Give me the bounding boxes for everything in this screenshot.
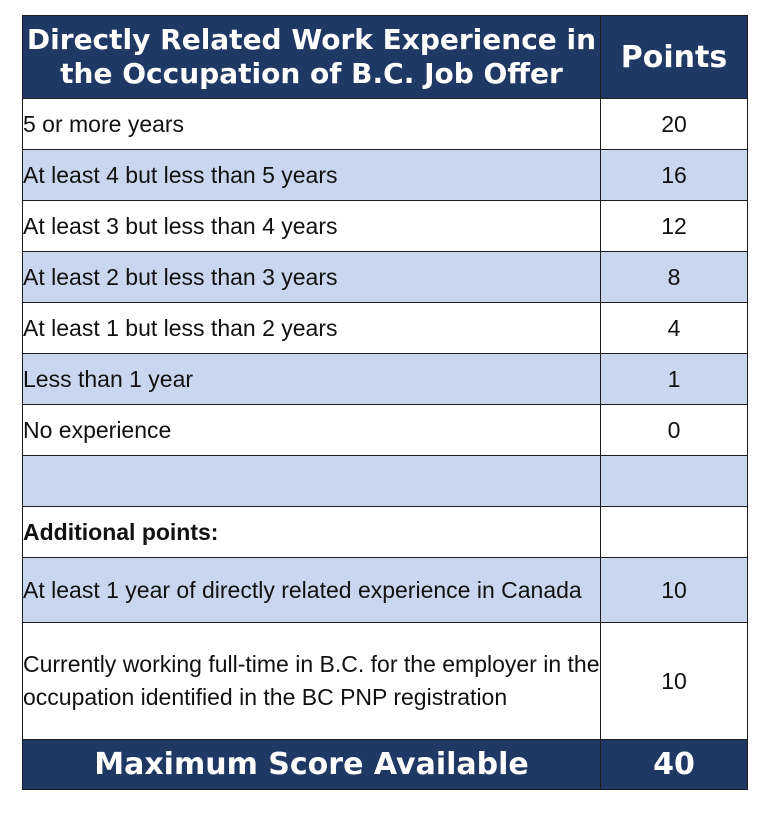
table-row [23,303,748,354]
table-footer-row [23,740,748,790]
points-column-header: Points [601,16,748,99]
row-points [601,456,748,507]
table-row [23,354,748,405]
table-row [23,405,748,456]
row-label: Currently working full-time in B.C. for the employer in the occupation identified in the BC PNP registration [23,623,601,740]
row-label: No experience [23,405,601,456]
row-points: 12 [601,201,748,252]
table-row [23,252,748,303]
row-label: Less than 1 year [23,354,601,405]
row-label: At least 4 but less than 5 years [23,150,601,201]
row-points: 16 [601,150,748,201]
row-label: At least 1 but less than 2 years [23,303,601,354]
spacer-row [23,456,748,507]
row-label: At least 2 but less than 3 years [23,252,601,303]
table-row [23,623,748,740]
row-label [23,456,601,507]
table-header-row [23,16,748,99]
row-points [601,507,748,558]
points-table [22,15,748,790]
row-points: 0 [601,405,748,456]
max-score-value: 40 [601,740,748,790]
additional-points-heading-row [23,507,748,558]
row-points: 20 [601,99,748,150]
row-label: At least 1 year of directly related experience in Canada [23,558,601,623]
table-row [23,558,748,623]
table-row [23,201,748,252]
row-label: At least 3 but less than 4 years [23,201,601,252]
row-points: 8 [601,252,748,303]
additional-points-heading: Additional points: [23,507,601,558]
max-score-label: Maximum Score Available [23,740,601,790]
criteria-column-header: Directly Related Work Experience in the Occupation of B.C. Job Offer [23,16,601,99]
row-points: 1 [601,354,748,405]
table-row [23,99,748,150]
row-label: 5 or more years [23,99,601,150]
table-row [23,150,748,201]
row-points: 4 [601,303,748,354]
row-points: 10 [601,623,748,740]
row-points: 10 [601,558,748,623]
